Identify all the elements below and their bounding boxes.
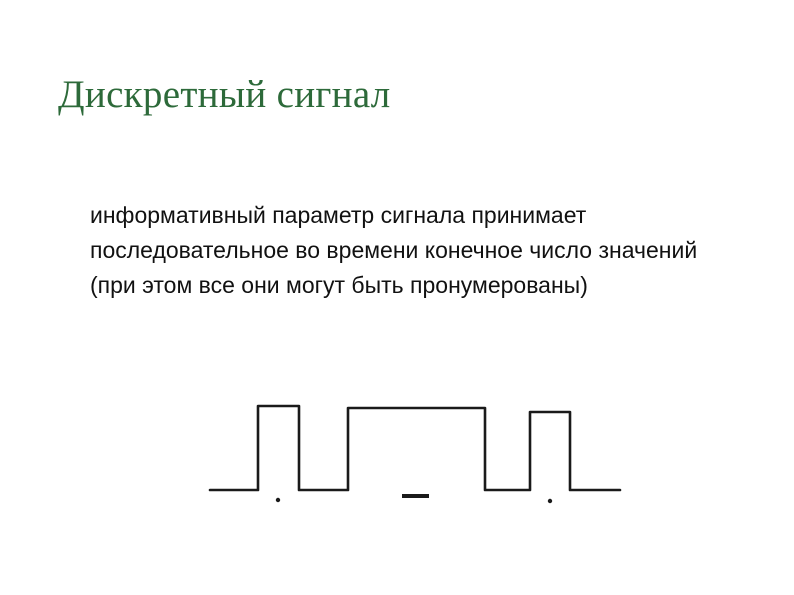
definition-text: информативный параметр сигнала принимает последовательное во времени конечное число значений (при этом все они могут быть пронумерованы) — [90, 202, 698, 298]
marker-dash-middle — [402, 494, 429, 498]
marker-dot-right — [548, 499, 552, 503]
marker-dot-left — [276, 498, 280, 502]
signal-waveform — [210, 406, 620, 490]
slide-title: Дискретный сигнал — [58, 73, 391, 116]
